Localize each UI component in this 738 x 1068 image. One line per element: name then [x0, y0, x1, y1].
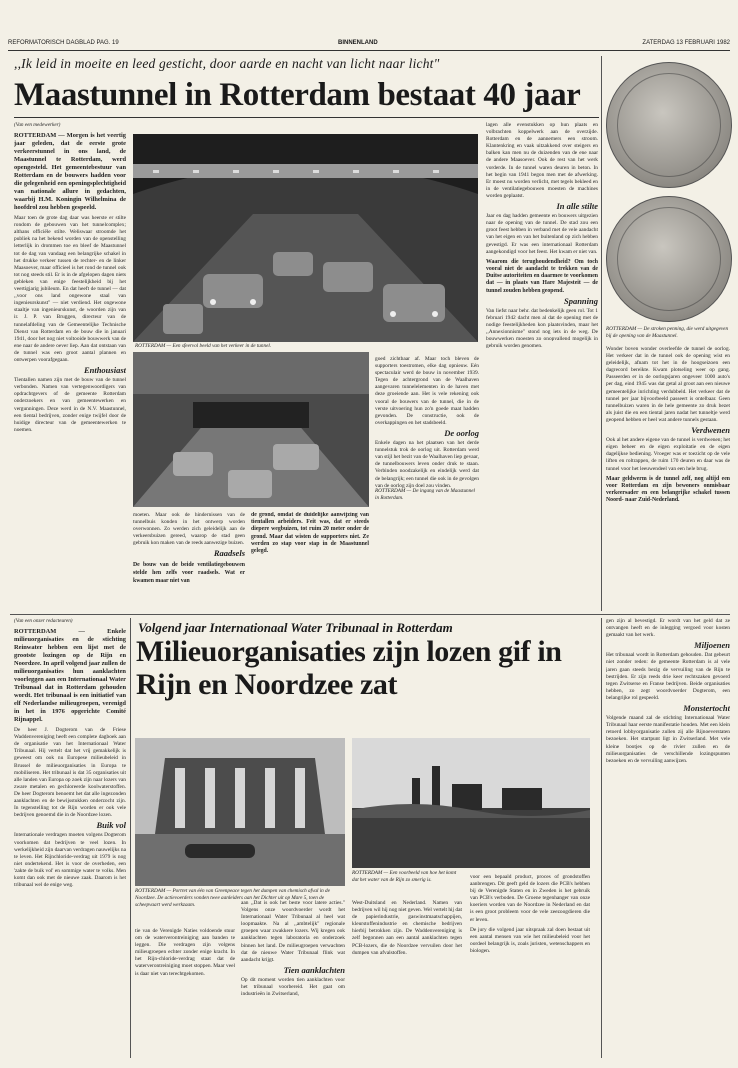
subhead-buik-vol: Buik vol: [96, 820, 126, 831]
greenpeace-action-photo: [135, 738, 345, 886]
article1-lead: ROTTERDAM — Morgen is het veertig jaar geleden, dat de eerste grote verkeerstunnel in ons land, de Maastunnel te Rotterdam, werd opengesteld. Het gemeentebestuur van Rotterdam en de bouwers hadden voor die gelegenheid een openingsplechtigheid van nationale allure in gedachten, waarbij H.M. Koningin Wilhelmina de hoofdrol zou hebben gespeeld.: [14, 132, 126, 212]
column-rule-right: [601, 56, 602, 611]
article2-column-4: [352, 900, 462, 1058]
article2-col3-body2: Op dit moment worden tien aanklachten voor het tribunaal voorbereid. Het gaat om industrieën in Zwitserland,: [241, 976, 345, 998]
entrance-photo-caption: ROTTERDAM — De ingang van de Maastunnel in Rotterdam.: [375, 488, 475, 501]
article2-col4-body: West-Duitsland en Nederland. Namen van bedrijven wil hij nog niet geven. Wel vertelt hij dat de papierindustrie, gaswinstmaatschappijen, kleurstoffenindustrie en chemische bedrijven hierbij betrokken zijn. De Waddenvereniging is zelf begonnen aan een aantal aanklachten tegen PCB-lozers, die de Noordzee vervuilen door het dumpen van afvalstoffen.: [352, 900, 462, 956]
article2-col1-body2: Internationale verdragen moeten volgens Dogterom voorkomen dat bedrijven te veel lozen. In werkelijkheid zijn daarvan verdragen nauwelijks na te leven. Het Rijnchloride-verdrag uit 1979 is nog niet ondertekend. Het is voor de overheden, een 'zakte de buik vol' en sommige water te volks. Men komt dan ook met de nieuwe zaak. Daarom is het tribunaal wel de enige weg.: [14, 832, 126, 889]
header-section: BINNENLAND: [338, 40, 378, 46]
article2-byline: (Van een onzer redacteuren): [14, 618, 73, 624]
subhead-enthousiast: Enthousiast: [83, 365, 126, 376]
article2-col6-body2: Het tribunaal wordt in Rotterdam gehouden. Dat gebeurt niet zonder reden: de gemeente Rotterdam is al vele jaren gaan steeds bezig de vervuiling van de Rijn te bestrijden. Er zijn reeds drie keer rechtszaken gevoerd tegen Zwitserse en Franse bedrijven. Beide organisaties hebben, zo zegt woordvoerder Dogterom, een belangrijke rol gespeeld.: [606, 652, 730, 701]
subhead-oorlog: De oorlog: [444, 427, 479, 438]
article1-col5-bold: Maar geldwerm is de tunnel zelf, nog altijd een voor Rotterdam en zijn bewoners onmisbaar verkeersader en een belangrijke schakel tussen Noord- naar Zuid-Nederland.: [606, 475, 730, 504]
article2-column-3: [241, 900, 345, 1058]
article1-quote: ,,Ik leid in moeite en leed gesticht, door aarde en nacht van licht naar licht": [14, 56, 440, 71]
subhead-in-alle-stilte: In alle stilte: [556, 201, 598, 212]
commemorative-medal-back: [606, 196, 732, 322]
article2-kicker: Volgend jaar Internationaal Water Tribunaal in Rotterdam: [138, 620, 453, 635]
article-separator: [10, 614, 730, 615]
greenpeace-photo-caption: ROTTERDAM — Portret van één van Greenpeace tegen het dumpen van chemisch afval in de Noordzee. De actievoerders vonden twee aanleiders aan het Dichter uit op Mare 5, toen de scheepvaart werd werkzaam.: [135, 888, 330, 908]
article1-col2-body: moeten. Maar ook de hindernissen van de tunnelbuis konden in het ontwerp worden overwonnen. Zo werden zich geleidelijk aan de verkeersbuizen gereed, waarop de stad geen gebruik kon maken van de reeds aanwezige buizen.: [133, 512, 245, 547]
article1-col2-body2: De bouw van de beide ventilatiegebouwen stelde hen zelfs voor raadsels. Wat er kwamen maar niet van: [133, 561, 245, 584]
column-rule-article2-right: [601, 618, 602, 1058]
article2-column-6: [606, 618, 730, 1058]
page-header: [8, 38, 730, 51]
article1-col4-bold: Waarom die terughoudendheid? Om toch vooral niet de aandacht te trekken van de Duitse autoriteiten en daarmee te voorkomen dat — in plaats van Hare Majesteit — de tunnel zouden hebben geopend.: [486, 258, 598, 294]
article1-col4-body3: Van liefst naar behr. dat bedenkelijk geen rol. Tot 1 februari 1942 dacht men al dat de opening met de nodige feestelijkheden kon plaatsvinden, maar het ,,Annexionnisme" stond nog iets in de weg. De bouwwerken moesten zo onopvallend mogelijk in gebruik worden genomen.: [486, 307, 598, 350]
article2-col6-body3: Volgende maand zal de stichting Internationaal Water Tribunaal haar eerste manifestatie houden. Met een klein retoerd lobbyorganisatie zullen zij alle Rijnoeverstaten bezoeken. Het startpunt ligt in Zwitserland. Met vele kleine bootjes op de rivier zullen en de milieuorganisaties de verschillende lozingspunten bezoeken en de vervuiling aanwijzen.: [606, 715, 730, 764]
article1-byline: (Van een medewerker): [14, 122, 61, 128]
article2-column-1: [14, 618, 126, 1058]
tunnel-entrance-photo: [133, 352, 369, 507]
article1-col1-body: Maar toen de grote dag daar was heerste er stilte rondom de gebouwen van het tunnelcomplex; althans officiële stilte. Weliswaar stroomde het publiek na het bekend worden van de openstelling letterlijk in drommen toe en bleef de Maastunnel tot de dag van vandaag een belangrijke schakel in het drukke verkeer tussen de rechter- en de linker Maasoever, maar officieel is het rond de tunnel ook tot nog steeds stil. Er is in de afgelopen dagen niets gebleken van enige feestelijkheid bij het veertigjarig jubileum. En dat heeft de tunnel — dat ,,voor ons land ongewone staal van ingenieurskunst" — niet verdiend. Het ongewone staaltje van ingenieurskunst, de woorden zijn van ir. J. P. van Bruggen, directeur van de tunnelafdeling van de Gemeentelijke Technische Dienst van Rotterdam en de bouw die in januari 1941, door het nog niet voltooide bouwwerk van de ene naar de andere oever liep. Aan dat ontstaan van de tunnel was een groot aantal plannen en ontwerpen voorafgegaan.: [14, 215, 126, 363]
article2-col3-body: aan ,,Dat is ook het beste voor latere acties." Volgens onze woordvoerder wordt het Internationaal Water Tribunaal al heel wat loopmaakte. Na al ,,ambtelijk" regionale groepen waar zwakkere lozers. Wij kregen ook aanklachten tegen laboratoria en onderzoek binnen het land. De milieugroepen verwachten dat de nieuwe Water Tribunaal flink wat aandacht krijgt.: [241, 900, 345, 963]
article1-column-2: [133, 512, 245, 612]
article1-column-1: [14, 122, 126, 612]
article1-col3-body2: Enkele dagen na het plaatsen van het derde tunnelstuk trok de oorlog uit. Rotterdam werd van stijl het bezit van de Waalhaven liep gevaar, de tunnelbouwers leven onder druk te staan. Verbinden noodzakelijk en eindelijk werd dat de belangrijk; een tunnel die ook in de gevolgen van de oorlog zijn doel zou vinden.: [375, 440, 479, 489]
article1-headline: Maastunnel in Rotterdam bestaat 40 jaar: [14, 77, 581, 113]
subhead-miljoenen: Miljoenen: [694, 640, 730, 651]
article1-col5-body2: Ook al het andere eigene van de tunnel is verdwenen; het eigen beheer en de eigen exploitatie en de eigen dagelijkse bediening. Vroeger was er toezicht op de vele liften en roltrappen, de ruim 170 deuren en daar was de tunnel voor het leeuwendeel van een hele brug.: [606, 437, 730, 472]
medals-caption: ROTTERDAM — De stroken penning, die werd uitgegeven bij de opening van de Maastunnel.: [606, 326, 729, 339]
article1-column-4: [486, 122, 598, 612]
article2-col5-body2: De jury die volgend jaar uitspraak zal doen bestaat uit een aantal mensen van wie het milieubeleid voor het oordeel belangrijk is, zoals juristen, wetenschappers en biologen.: [470, 926, 590, 954]
article2-col2-body: tie van de Verenigde Naties voldoende stuur om de waterverontreiniging aan banden te leggen. Die verdragen zijn volgens milieugroepen echter zonder enige kracht. In het Rijn-chloride-verdrag staat dat de waterverontreiniging moet stoppen. Maar veel is daar niet van terechtgekomen.: [135, 928, 235, 977]
subhead-monstertocht: Monstertocht: [683, 703, 730, 714]
rhine-photo-caption: ROTTERDAM — Een voorbeeld van hoe het komt dat het water van de Rijn zo smerig is.: [352, 870, 457, 883]
subhead-spanning: Spanning: [563, 295, 598, 306]
article1-col3-body: goed zichtbaar af. Maar toch bleven de supporters toestromen, elke dag opnieuw. Eén spectaculair werd de bouw in november 1939. Tegen de achtergrond van de Waalhaven aangevaren tunnelelementen in de haven met deze groeiende aan. Het is vele rekening ook vooral de bouwers van de tunnel, die in de verste uitvoering hun zo'n goede maat hadden gevonden. De constructie, ook de overkappingen en het stadsbeeld.: [375, 356, 479, 426]
article2-column-2: [135, 928, 235, 1058]
commemorative-medal-front: [606, 62, 732, 188]
article1-col3-lead2: de grond, omdat de duidelijke aanwijzing van tientallen arbeiders. Feit was, dat er steeds diepere wegbuizen, tot ruim 20 meter onder de grond. Maar dat wisten de supporters niet. Ze werden zo stap voor stap in de Maastunnel gelegd.: [251, 512, 369, 555]
headline-rule: [14, 117, 599, 118]
header-date: ZATERDAG 13 FEBRUARI 1982: [642, 40, 730, 46]
article1-col1-body2: Tientallen namen zijn met de bouw van de tunnel verbonden. Namen van vertegenwoordigers van opdrachtgevers of de gemeente Rotterdam onderzoekers en van gemeentewerken en vergunningen. Deze werd in de N.V. Maastunnel, een tiental bedrijven, zonder enige twijfel door de huidige directeur van de gemeentewerken te noemen.: [14, 377, 126, 433]
header-paper-name: REFORMATORISCH DAGBLAD PAG. 19: [8, 40, 119, 46]
article1-column-5: [606, 346, 730, 612]
article1-col4-body2: Jaar en dag hadden gemeente en bouwers uitgezien naar de opening van de tunnel. De stad zou een groot feest hebben in verband met de vele aandacht van het eigen en van het buitenland op zich hebben gevestigd. Er was een internationaal Rotterdam aangekondigd voor het feest. Het kwam er niet van.: [486, 213, 598, 255]
tunnel-traffic-photo: [133, 134, 478, 342]
article2-lead: ROTTERDAM — Enkele milieuorganisaties en de stichting Reinwater hebben een lijst met de grootste lozingen op de Rijn en Noordzee. In april volgend jaar zullen de milieuorganisaties hun aanklachten voorleggen aan een Internationaal Water Tribunaal dat in Rotterdam gehouden wordt. Het tribunaal is een initiatief van elf Nederlandse milieugroepen, verenigd in het in 1976 opgerichte Comité Rijnappel.: [14, 628, 126, 724]
article1-column-3a: [251, 512, 369, 612]
polluted-rhine-photo: [352, 738, 590, 868]
article1-col5-body: Wonder boven wonder overleefde de tunnel de oorlog. Het verkeer dat in de tunnel ook de opening wist en geleidelijk, afnam tot het in de hoogseizoen een dagrecord bereikte. Kwam plotseling weer op gang. Passeerden er in de oorlogsjaren ongeveer 1000 auto's per dag, eind 1945 was dat getal al groot aan een nieuwe gemeentelijke inrichting verdubbeld. Het verkeer dat de tunnel per jaar bijvoorbeeld passeert is ontelbaar. Geen tunnelbuizen waren in de hele gemeente zo druk bezet als juist die en een tiental jaren nadat het tunneltje werd geopend hebben er heel wat andere tunnels gestaan.: [606, 346, 730, 423]
subhead-verdwenen: Verdwenen: [691, 425, 730, 436]
article1-column-3: [375, 356, 479, 612]
article1-col4-body: lagen alle evenstukken op hun plaats en volbrachten koppelwerk aan de overzijde. Rotterdam en de aannemers een stroom. Klantenkring en vaak uitzakkend over steigers en balken kan men nu de duizenden van de ene naar de andere Maasoever. Ook de rest van het werk vorderde. In de tunnel waren deuren in beton. In het begin van 1941 begon men met de afwerking. Er moest nu worden verlicht, met tegels bekleed en in de ventilatiegebouwen moesten de machines worden geplaatst.: [486, 122, 598, 199]
article2-col5-body: voor een bepaald product, proces of grondstoffen aanbrengen. Dit geeft geld de lozers die PCB's hebben bij de Verenigde Staten en in Zweden is het gebruik van PCB's verboden. De Groene tegenhanger van onze koeriers worden van de Noordzee in Nederland en dat is een groot probleem voor de vele zeezoogdieren die er leven.: [470, 874, 590, 923]
article2-col1-body: De heer J. Dogterom van de Friese Waddenvereniging heeft een complete dagboek aan de organisatie van het Internationaal Water Tribunaal. Hij vertelt dat het vrij gemakkelijk is geweest om ook nu Europese milieubeleid in Brussel de milieuorganisaties in Europa te mobiliseren. Het tribunaal is dat 35 organisaties uit alle landen van Europa op zoek zijn naar lozers van zware metalen en gechloreerde koolwaterstoffen. De heer Dogterom benoemt het dat alle ingezonden aanklachten en de bewijsstukken onderzocht zijn. In tegenstelling tot de Rijn worden er ook vele bedrijven genoemd die in de Noordzee lozen.: [14, 727, 126, 819]
article2-col6-body: gen zijn al bevestigd. Er wordt van het geld dat ze ontvangen heeft en de inlegging vergoed voor kosten gemaakt van het werk.: [606, 618, 730, 639]
tunnel-photo-caption: ROTTERDAM — Een sfeervol beeld van het verkeer in de tunnel.: [135, 343, 272, 349]
subhead-raadsels: Raadsels: [213, 548, 245, 559]
article2-column-5: [470, 874, 590, 1058]
subhead-tien-aanklachten: Tien aanklachten: [283, 964, 345, 975]
article2-headline: Milieuorganisaties zijn lozen gif in Rijn en Noordzee zat: [136, 635, 562, 701]
column-rule-article2-left: [130, 618, 131, 1058]
